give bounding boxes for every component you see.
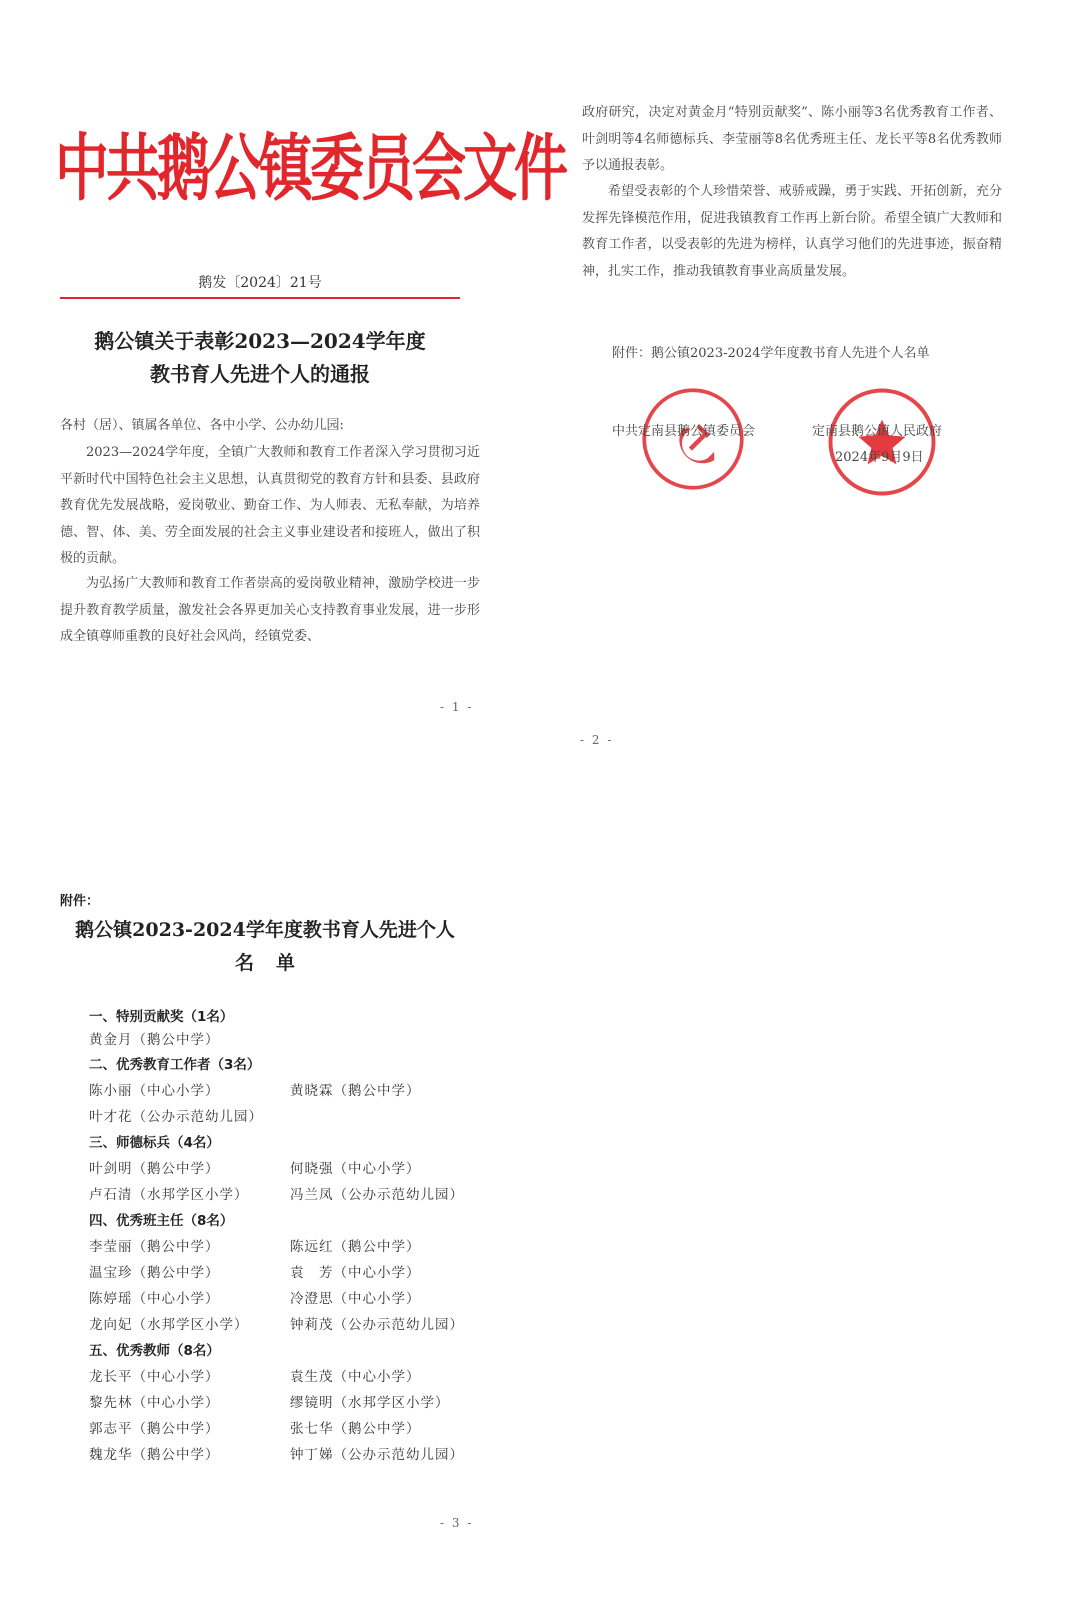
honoree-name: 叶才花（公办示范幼儿园） [89, 1109, 263, 1125]
attachment-label: 附件： [60, 894, 100, 909]
government-seal-icon [826, 386, 938, 498]
body-paragraph-3: 政府研究，决定对黄金月“特别贡献奖”、陈小丽等3名优秀教育工作者、叶剑明等4名师德标兵、李莹丽等8名优秀班主任、龙长平等8名优秀教师予以通报表彰。 [582, 105, 1002, 173]
list-title-line1: 鹅公镇2023-2024学年度教书育人先进个人 [75, 919, 455, 941]
document-title-line1: 鹅公镇关于表彰2023—2024学年度 [94, 329, 426, 353]
header-red-rule [60, 297, 460, 299]
honoree-name: 李莹丽（鹅公中学） [89, 1239, 220, 1255]
body-paragraph-1: 2023—2024学年度，全镇广大教师和教育工作者深入学习贯彻习近平新时代中国特色社会主义思想，认真贯彻党的教育方针和县委、县政府教育优先发展战略，爱岗敬业、勤奋工作、为人师表、无私奉献，为培养德、智、体、美、劳全面发展的社会主义事业建设者和接班人，做出了积极的贡献。 [60, 445, 480, 566]
body-paragraph-4: 希望受表彰的个人珍惜荣誉、戒骄戒躁，勇于实践、开拓创新，充分发挥先锋模范作用，促进我镇教育工作再上新台阶。希望全镇广大教师和教育工作者，以受表彰的先进为榜样，认真学习他们的先进事迹，振奋精神，扎实工作，推动我镇教育事业高质量发展。 [582, 184, 1002, 279]
signatory-government: 定南县鹅公镇人民政府 [812, 424, 943, 439]
honoree-name: 郭志平（鹅公中学） [89, 1421, 220, 1437]
page-number-2: - 2 - [580, 733, 614, 747]
honoree-name: 钟莉茂（公办示范幼儿园） [290, 1317, 464, 1333]
honoree-name: 张七华（鹅公中学） [290, 1421, 421, 1437]
honoree-name: 龙向妃（水邦学区小学） [89, 1317, 249, 1333]
honoree-name: 温宝珍（鹅公中学） [89, 1265, 220, 1281]
page-number-3: - 3 - [440, 1516, 474, 1530]
list-title-line2: 名单 [234, 952, 317, 974]
honoree-name: 陈远红（鹅公中学） [290, 1239, 421, 1255]
section-heading: 四、优秀班主任（8名） [89, 1213, 234, 1229]
honoree-name: 陈婷瑶（中心小学） [89, 1291, 220, 1307]
honoree-name: 袁生茂（中心小学） [290, 1369, 421, 1385]
attachment-note: 附件：鹅公镇2023-2024学年度教书育人先进个人名单 [612, 346, 930, 361]
signatory-party-committee: 中共定南县鹅公镇委员会 [612, 424, 756, 439]
section-heading: 三、师德标兵（4名） [89, 1135, 220, 1151]
honoree-name: 黎先林（中心小学） [89, 1395, 220, 1411]
document-title-line2: 教书育人先进个人的通报 [150, 362, 370, 386]
party-committee-seal-icon [640, 386, 746, 492]
honoree-name: 黄晓霖（鹅公中学） [290, 1083, 421, 1099]
recipients-line: 各村（居）、镇属各单位、各中小学、公办幼儿园: [60, 418, 344, 433]
honoree-name: 叶剑明（鹅公中学） [89, 1161, 220, 1177]
honoree-name: 袁 芳（中心小学） [290, 1265, 421, 1281]
document-number: 鹅发〔2024〕21号 [198, 275, 322, 291]
honoree-name: 冷澄思（中心小学） [290, 1291, 421, 1307]
honoree-name: 冯兰凤（公办示范幼儿园） [290, 1187, 464, 1203]
honoree-name: 龙长平（中心小学） [89, 1369, 220, 1385]
honoree-name: 钟丁娣（公办示范幼儿园） [290, 1447, 464, 1463]
page-number-1: - 1 - [440, 700, 474, 714]
body-paragraph-2: 为弘扬广大教师和教育工作者崇高的爱岗敬业精神，激励学校进一步提升教育教学质量，激发社会各界更加关心支持教育事业发展，进一步形成全镇尊师重教的良好社会风尚，经镇党委、 [60, 576, 480, 644]
honoree-name: 陈小丽（中心小学） [89, 1083, 220, 1099]
honoree-name: 黄金月（鹅公中学） [89, 1032, 220, 1048]
honoree-name: 何晓强（中心小学） [290, 1161, 421, 1177]
document-header-title: 中共鹅公镇委员会文件 [55, 124, 565, 212]
honoree-name: 缪镜明（水邦学区小学） [290, 1395, 450, 1411]
section-heading: 五、优秀教师（8名） [89, 1343, 220, 1359]
section-heading: 二、优秀教育工作者（3名） [89, 1057, 261, 1073]
honoree-name: 魏龙华（鹅公中学） [89, 1447, 220, 1463]
section-heading: 一、特别贡献奖（1名） [89, 1009, 234, 1025]
signature-date: 2024年9月9日 [835, 450, 924, 465]
honoree-name: 卢石清（水邦学区小学） [89, 1187, 249, 1203]
